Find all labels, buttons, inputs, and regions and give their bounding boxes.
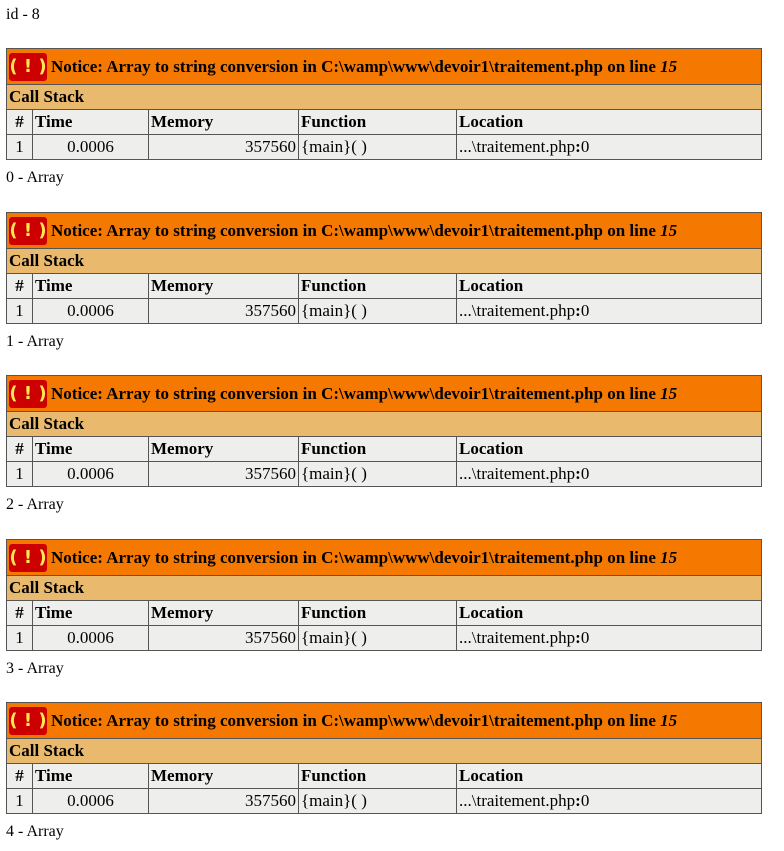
notice-header — [7, 703, 762, 739]
notice-message — [51, 711, 677, 730]
cell-function: {main}( ) — [299, 462, 457, 487]
location-path: ...\traitement.php — [459, 301, 576, 320]
cell-time: 0.0006 — [33, 299, 149, 324]
cell-function: {main}( ) — [299, 789, 457, 814]
column-header-function: Function — [299, 110, 457, 135]
location-separator: : — [575, 464, 581, 483]
column-header-memory: Memory — [149, 437, 299, 462]
column-header-function: Function — [299, 764, 457, 789]
column-header-location: Location — [457, 110, 762, 135]
callstack-row — [7, 412, 762, 437]
callstack-label: Call Stack — [7, 249, 762, 274]
notice-header-row — [7, 703, 762, 739]
callstack-header-row — [7, 764, 762, 789]
cell-num: 1 — [7, 135, 33, 160]
callstack-label: Call Stack — [7, 739, 762, 764]
notice-message — [51, 384, 677, 403]
notice-message-text: Notice: Array to string conversion in C:\wamp\www\devoir1\traitement.php on line — [51, 383, 661, 403]
column-header-location: Location — [457, 764, 762, 789]
xdebug-notice-block — [6, 48, 762, 160]
notice-message — [51, 548, 677, 567]
xdebug-error-table — [6, 702, 762, 814]
cell-location — [457, 462, 762, 487]
column-header-num: # — [7, 110, 33, 135]
column-header-time: Time — [33, 764, 149, 789]
xdebug-notice-block — [6, 702, 762, 814]
array-output-line: 4 - Array — [6, 823, 64, 840]
location-separator: : — [575, 137, 581, 156]
location-path: ...\traitement.php — [459, 791, 576, 810]
cell-location — [457, 626, 762, 651]
cell-num: 1 — [7, 789, 33, 814]
xdebug-error-table — [6, 539, 762, 651]
callstack-header-row — [7, 601, 762, 626]
cell-function: {main}( ) — [299, 626, 457, 651]
warning-icon: ( ! ) — [9, 380, 47, 408]
notice-line-number: 15 — [660, 383, 678, 403]
notice-message-text: Notice: Array to string conversion in C:\wamp\www\devoir1\traitement.php on line — [51, 220, 661, 240]
cell-location — [457, 299, 762, 324]
cell-location — [457, 135, 762, 160]
column-header-time: Time — [33, 110, 149, 135]
notice-line-number: 15 — [660, 220, 678, 240]
column-header-memory: Memory — [149, 764, 299, 789]
column-header-num: # — [7, 437, 33, 462]
location-path: ...\traitement.php — [459, 137, 576, 156]
array-output-line: 1 - Array — [6, 333, 64, 350]
callstack-label: Call Stack — [7, 576, 762, 601]
id-output-line: id - 8 — [6, 6, 40, 23]
cell-time: 0.0006 — [33, 135, 149, 160]
notice-message-text: Notice: Array to string conversion in C:\wamp\www\devoir1\traitement.php on line — [51, 547, 661, 567]
notice-line-number: 15 — [660, 56, 678, 76]
cell-num: 1 — [7, 299, 33, 324]
xdebug-error-table — [6, 48, 762, 160]
column-header-function: Function — [299, 601, 457, 626]
warning-icon: ( ! ) — [9, 707, 47, 735]
column-header-num: # — [7, 601, 33, 626]
column-header-memory: Memory — [149, 274, 299, 299]
column-header-memory: Memory — [149, 110, 299, 135]
callstack-row — [7, 85, 762, 110]
callstack-row — [7, 576, 762, 601]
notice-message — [51, 221, 677, 240]
column-header-memory: Memory — [149, 601, 299, 626]
array-output-line: 0 - Array — [6, 169, 64, 186]
notice-message-text: Notice: Array to string conversion in C:\wamp\www\devoir1\traitement.php on line — [51, 56, 661, 76]
xdebug-notice-block — [6, 375, 762, 487]
notice-message-text: Notice: Array to string conversion in C:\wamp\www\devoir1\traitement.php on line — [51, 710, 661, 730]
notice-header-row — [7, 540, 762, 576]
location-line: 0 — [580, 301, 590, 320]
cell-memory: 357560 — [149, 299, 299, 324]
table-row — [7, 626, 762, 651]
notice-line-number: 15 — [660, 547, 678, 567]
cell-time: 0.0006 — [33, 789, 149, 814]
callstack-label: Call Stack — [7, 85, 762, 110]
column-header-num: # — [7, 274, 33, 299]
array-output-line: 3 - Array — [6, 660, 64, 677]
notice-header — [7, 540, 762, 576]
callstack-row — [7, 739, 762, 764]
column-header-location: Location — [457, 274, 762, 299]
callstack-header-row — [7, 437, 762, 462]
notice-header — [7, 376, 762, 412]
notice-line-number: 15 — [660, 710, 678, 730]
xdebug-error-table — [6, 375, 762, 487]
column-header-function: Function — [299, 274, 457, 299]
column-header-function: Function — [299, 437, 457, 462]
cell-num: 1 — [7, 462, 33, 487]
cell-time: 0.0006 — [33, 626, 149, 651]
callstack-row — [7, 249, 762, 274]
xdebug-notice-block — [6, 212, 762, 324]
table-row — [7, 789, 762, 814]
notice-header-row — [7, 213, 762, 249]
location-line: 0 — [580, 137, 590, 156]
cell-memory: 357560 — [149, 626, 299, 651]
table-row — [7, 135, 762, 160]
warning-icon: ( ! ) — [9, 53, 47, 81]
table-row — [7, 462, 762, 487]
column-header-location: Location — [457, 437, 762, 462]
location-path: ...\traitement.php — [459, 464, 576, 483]
warning-icon: ( ! ) — [9, 544, 47, 572]
notice-header — [7, 213, 762, 249]
location-separator: : — [575, 301, 581, 320]
callstack-header-row — [7, 274, 762, 299]
column-header-location: Location — [457, 601, 762, 626]
notice-message — [51, 57, 677, 76]
location-separator: : — [575, 628, 581, 647]
warning-icon: ( ! ) — [9, 217, 47, 245]
column-header-time: Time — [33, 437, 149, 462]
column-header-num: # — [7, 764, 33, 789]
location-line: 0 — [580, 791, 590, 810]
column-header-time: Time — [33, 274, 149, 299]
column-header-time: Time — [33, 601, 149, 626]
cell-num: 1 — [7, 626, 33, 651]
notice-header-row — [7, 49, 762, 85]
notice-header-row — [7, 376, 762, 412]
location-path: ...\traitement.php — [459, 628, 576, 647]
cell-time: 0.0006 — [33, 462, 149, 487]
cell-function: {main}( ) — [299, 299, 457, 324]
table-row — [7, 299, 762, 324]
array-output-line: 2 - Array — [6, 496, 64, 513]
cell-memory: 357560 — [149, 135, 299, 160]
location-separator: : — [575, 791, 581, 810]
cell-function: {main}( ) — [299, 135, 457, 160]
callstack-label: Call Stack — [7, 412, 762, 437]
location-line: 0 — [580, 628, 590, 647]
notice-header — [7, 49, 762, 85]
location-line: 0 — [580, 464, 590, 483]
cell-location — [457, 789, 762, 814]
cell-memory: 357560 — [149, 462, 299, 487]
cell-memory: 357560 — [149, 789, 299, 814]
callstack-header-row — [7, 110, 762, 135]
xdebug-notice-block — [6, 539, 762, 651]
xdebug-error-table — [6, 212, 762, 324]
